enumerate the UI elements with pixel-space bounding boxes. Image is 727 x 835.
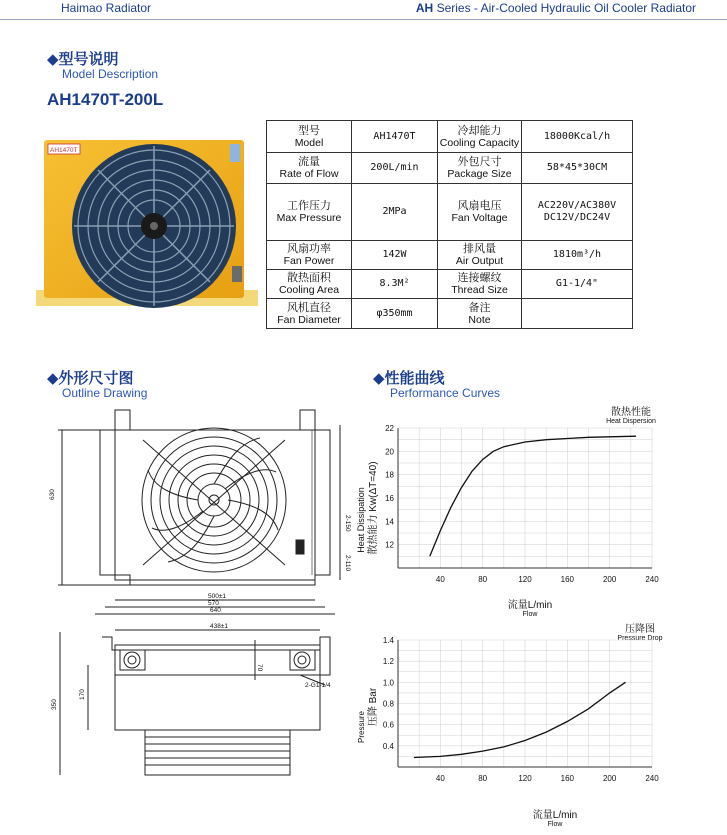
chart2-ylabel-sub: Pressure (357, 710, 366, 744)
page-header (0, 0, 727, 20)
front-view-outline (100, 410, 330, 585)
spec-label: 备注 Note (438, 299, 522, 329)
nameplate (230, 144, 240, 162)
dim-150: 2-150 (344, 515, 351, 532)
dim-350: 350 (51, 699, 58, 710)
spec-value: 142W (352, 241, 438, 270)
chart-grid (398, 428, 652, 568)
dim-height: 630 (49, 489, 56, 500)
spec-label: 流量 Rate of Flow (267, 153, 352, 184)
spec-value (522, 299, 633, 329)
series-title (416, 1, 696, 15)
heat-dispersion-chart (356, 420, 690, 620)
x-tick-label: 120 (518, 774, 532, 783)
brand-name: Haimao Radiator (61, 1, 152, 15)
model-section-title: ◆型号说明 (47, 50, 119, 68)
x-tick-label: 80 (478, 774, 488, 783)
y-tick-label: 14 (385, 517, 394, 527)
spec-label: 冷却能力 Cooling Capacity (438, 121, 522, 153)
x-tick-label: 40 (435, 774, 445, 783)
spec-label: 散热面积 Cooling Area (267, 270, 352, 299)
outline-drawing (50, 400, 350, 830)
spec-value: 58*45*30CM (522, 153, 633, 184)
y-tick-label: 12 (385, 540, 394, 550)
spec-label: 型号 Model (267, 121, 352, 153)
spec-label: 连接螺纹 Thread Size (438, 270, 522, 299)
spec-label: 排风量 Air Output (438, 241, 522, 270)
performance-section-title: ◆性能曲线 (373, 369, 445, 387)
model-sticker-label: AH1470T (50, 147, 78, 154)
table-row (267, 184, 633, 241)
spec-value: AH1470T (352, 121, 438, 153)
y-tick-label: 0.6 (382, 720, 394, 730)
chart2-ylabel: 压降 Bar (368, 687, 379, 727)
chart1-ylabel: 散热能力 Kw(ΔT=40) (368, 461, 379, 555)
spec-table (266, 120, 633, 329)
x-tick-label: 200 (602, 774, 617, 783)
x-tick-label: 240 (645, 774, 659, 783)
spec-value: G1-1/4" (522, 270, 633, 299)
chart-grid (398, 640, 652, 767)
spec-label: 风机直径 Fan Diameter (267, 299, 352, 329)
chart2-xlabel: 流量L/min Flow (532, 810, 578, 828)
dim-w2: 570 (208, 600, 219, 607)
x-tick-label: 120 (518, 575, 532, 584)
dim-70: 70 (256, 664, 263, 672)
x-tick-label: 160 (560, 575, 575, 584)
y-tick-label: 0.4 (382, 741, 394, 751)
chart2-title: 压降图 Pressure Drop (617, 624, 663, 642)
spec-value: 200L/min (352, 153, 438, 184)
series-code: AH (415, 1, 434, 15)
chart1-title: 散热性能 Heat Dispersion (606, 407, 656, 425)
spec-value: AC220V/AC380V DC12V/DC24V (522, 184, 633, 241)
x-tick-label: 200 (602, 575, 617, 584)
chart-ticks (385, 424, 659, 584)
outline-section-title: ◆外形尺寸图 (47, 369, 134, 387)
spec-value: 8.3M² (352, 270, 438, 299)
fan-guard-outer (142, 428, 286, 572)
table-row (267, 121, 633, 153)
table-row (267, 270, 633, 299)
x-tick-label: 240 (645, 575, 659, 584)
chart1-ylabel-sub: Heat Dissipation (356, 487, 366, 553)
product-photo (36, 140, 258, 308)
dim-170: 170 (79, 689, 86, 700)
y-tick-label: 0.8 (382, 699, 394, 709)
y-tick-label: 20 (385, 447, 394, 457)
dim-110: 2-110 (344, 555, 351, 572)
y-tick-label: 22 (385, 424, 394, 433)
y-tick-label: 1.4 (382, 636, 394, 645)
heat-dispersion-curve (430, 436, 636, 556)
pressure-drop-curve (414, 682, 626, 757)
x-tick-label: 40 (435, 575, 445, 584)
junction-box (232, 266, 242, 282)
x-tick-label: 160 (560, 774, 575, 783)
dim-w1: 500±1 (208, 593, 227, 600)
spec-label: 工作压力 Max Pressure (267, 184, 352, 241)
model-section-subtitle: Model Description (62, 67, 159, 81)
y-tick-label: 1.0 (382, 678, 394, 688)
dim-w3: 640 (210, 607, 221, 614)
dim-top-width: 438±1 (210, 623, 229, 630)
pressure-drop-chart (357, 632, 690, 797)
chart1-xlabel: 流量L/min Flow (507, 600, 553, 618)
dim-thread: 2-G1-1/4 (305, 682, 331, 689)
y-tick-label: 1.2 (382, 657, 394, 667)
spec-label: 外包尺寸 Package Size (438, 153, 522, 184)
spec-value: φ350mm (352, 299, 438, 329)
spec-label: 风扇电压 Fan Voltage (438, 184, 522, 241)
performance-section-subtitle: Performance Curves (390, 386, 501, 400)
table-row (267, 299, 633, 329)
table-row (267, 153, 633, 184)
y-tick-label: 18 (385, 470, 394, 480)
spec-label: 风扇功率 Fan Power (267, 241, 352, 270)
chart-ticks (383, 636, 659, 783)
spec-value: 1810m³/h (522, 241, 633, 270)
table-row (267, 241, 633, 270)
y-tick-label: 16 (385, 494, 394, 503)
outline-section-subtitle: Outline Drawing (62, 386, 148, 400)
side-view-outline (102, 637, 330, 730)
series-description: Series - Air-Cooled Hydraulic Oil Cooler Radiator (433, 1, 696, 15)
x-tick-label: 80 (478, 575, 488, 584)
spec-value: 2MPa (352, 184, 438, 241)
model-number: AH1470T-200L (47, 90, 164, 109)
spec-value: 18000Kcal/h (522, 121, 633, 153)
